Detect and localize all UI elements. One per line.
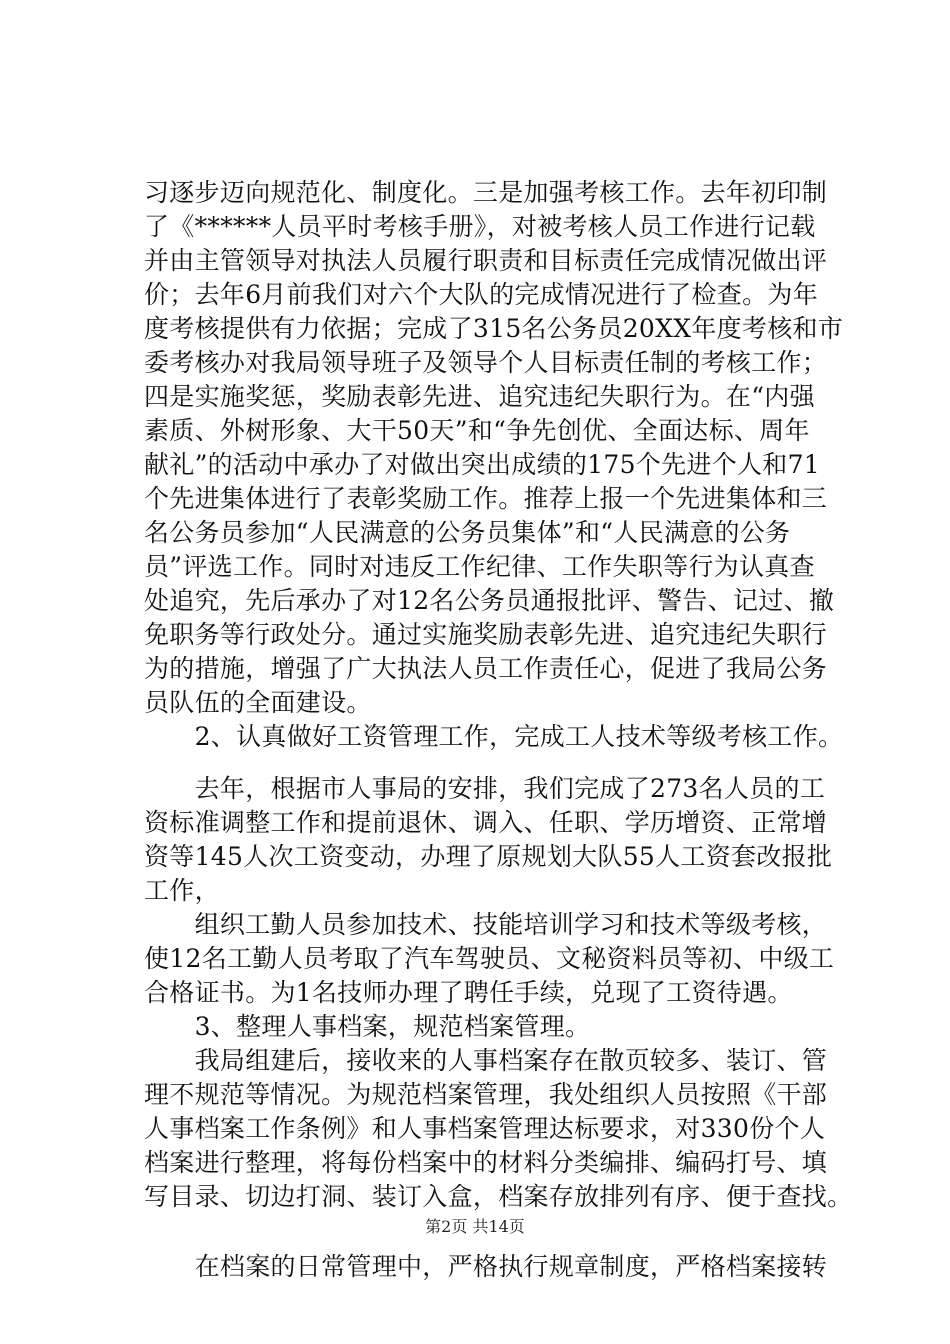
text-line: 我局组建后，接收来的人事档案存在散页较多、装订、管 bbox=[144, 1046, 828, 1075]
text-line: 个先进集体进行了表彰奖励工作。推荐上报一个先进集体和三 bbox=[144, 484, 828, 513]
text-line: 并由主管领导对执法人员履行职责和目标责任完成情况做出评 bbox=[144, 246, 828, 275]
section-heading: 2、认真做好工资管理工作，完成工人技术等级考核工作。 bbox=[144, 722, 844, 751]
text-line: 名公务员参加“人民满意的公务员集体”和“人民满意的公务 bbox=[144, 518, 791, 547]
text-line: 资标准调整工作和提前退休、调入、任职、学历增资、正常增 bbox=[144, 808, 828, 837]
text-line: 为的措施，增强了广大执法人员工作责任心，促进了我局公务 bbox=[144, 654, 828, 683]
text-line: 使12名工勤人员考取了汽车驾驶员、文秘资料员等初、中级工 bbox=[144, 944, 835, 973]
text-line: 档案进行整理，将每份档案中的材料分类编排、编码打号、填 bbox=[144, 1148, 828, 1177]
text-line: 了《******人员平时考核手册》，对被考核人员工作进行记载 bbox=[144, 212, 816, 241]
text-line: 处追究，先后承办了对12名公务员通报批评、警告、记过、撤 bbox=[144, 586, 835, 615]
text-line: 资等145人次工资变动，办理了原规划大队55人工资套改报批 bbox=[144, 842, 833, 871]
text-line: 度考核提供有力依据；完成了315名公务员20XX年度考核和市 bbox=[144, 314, 844, 343]
text-line: 合格证书。为1名技师办理了聘任手续，兑现了工资待遇。 bbox=[144, 978, 793, 1007]
text-line: 员队伍的全面建设。 bbox=[144, 688, 372, 717]
text-line: 写目录、切边打洞、装订入盒，档案存放排列有序、便于查找。 bbox=[144, 1182, 853, 1211]
text-line: 在档案的日常管理中，严格执行规章制度，严格档案接转 bbox=[144, 1252, 828, 1281]
text-line: 四是实施奖惩，奖励表彰先进、追究违纪失职行为。在“内强 bbox=[144, 382, 815, 411]
text-line: 习逐步迈向规范化、制度化。三是加强考核工作。去年初印制 bbox=[144, 178, 828, 207]
text-line: 委考核办对我局领导班子及领导个人目标责任制的考核工作； bbox=[144, 348, 828, 377]
text-line: 工作， bbox=[144, 876, 220, 905]
page-number-footer: 第2页 共14页 bbox=[425, 1217, 525, 1236]
section-heading: 3、整理人事档案，规范档案管理。 bbox=[144, 1012, 591, 1041]
text-line: 献礼”的活动中承办了对做出突出成绩的175个先进个人和71 bbox=[144, 450, 821, 479]
text-line: 人事档案工作条例》和人事档案管理达标要求，对330份个人 bbox=[144, 1114, 826, 1143]
text-line: 理不规范等情况。为规范档案管理，我处组织人员按照《干部 bbox=[144, 1080, 828, 1109]
text-line: 组织工勤人员参加技术、技能培训学习和技术等级考核， bbox=[144, 910, 828, 939]
text-line: 员”评选工作。同时对违反工作纪律、工作失职等行为认真查 bbox=[144, 552, 815, 581]
text-line: 去年，根据市人事局的安排，我们完成了273名人员的工 bbox=[144, 774, 826, 803]
text-line: 素质、外树形象、大干50天”和“争先创优、全面达标、周年 bbox=[144, 416, 810, 445]
text-line: 价；去年6月前我们对六个大队的完成情况进行了检查。为年 bbox=[144, 280, 819, 309]
text-line: 免职务等行政处分。通过实施奖励表彰先进、追究违纪失职行 bbox=[144, 620, 828, 649]
